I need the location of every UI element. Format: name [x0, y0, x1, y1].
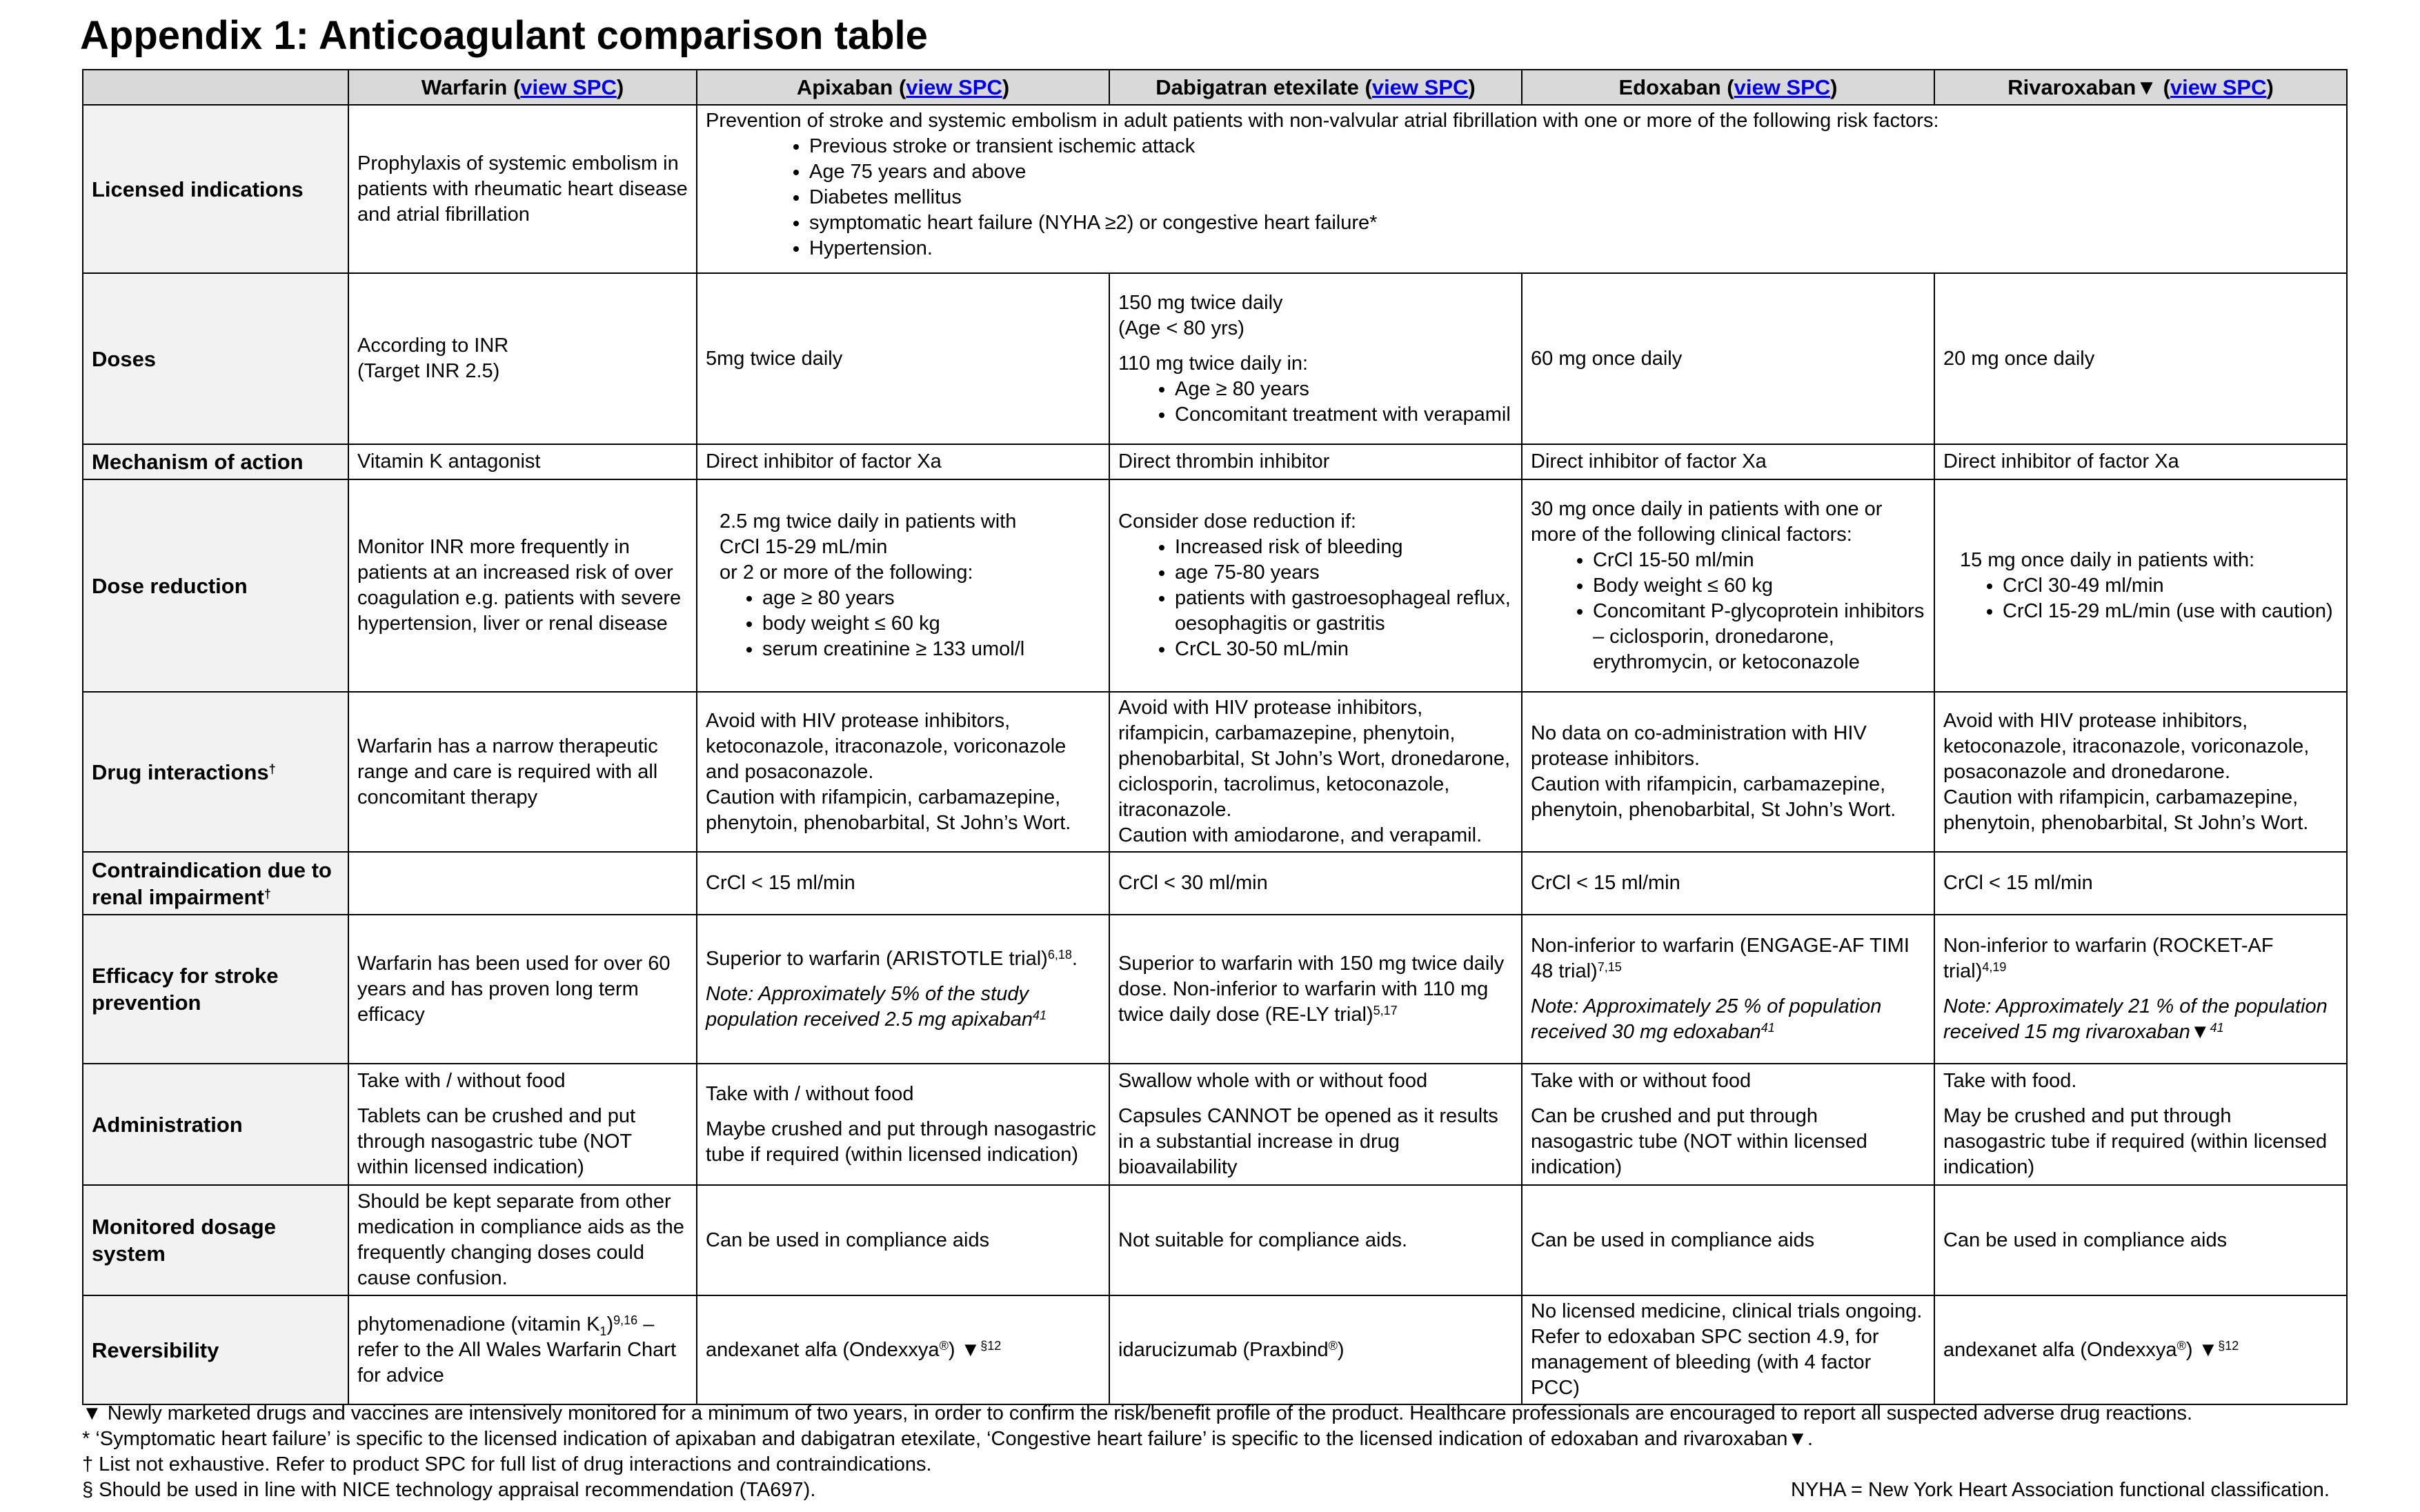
text-line: (Target INR 2.5) [357, 360, 500, 382]
list-item: • Body weight ≤ 60 kg [1593, 573, 1925, 599]
cell-rivaroxaban [1934, 1295, 2347, 1404]
row-label: Mechanism of action [83, 444, 348, 479]
cell-edoxaban: Can be used in compliance aids [1522, 1185, 1934, 1295]
text-line: 15 mg once daily in patients with: [1960, 548, 2255, 571]
agent-text: ) ▼ [2185, 1338, 2219, 1361]
cell-apixaban: CrCl < 15 ml/min [697, 852, 1109, 915]
text-line: Caution with rifampicin, carbamazepine, phenytoin, phenobarbital, St John’s Wort. [1531, 773, 1896, 821]
trial-text: Superior to warfarin (ARISTOTLE trial) [706, 947, 1048, 970]
note-text: Note: Approximately 5% of the study population received 2.5 mg apixaban [706, 982, 1033, 1031]
cell-doac-indications [697, 105, 2347, 273]
footnote-last-row [82, 1478, 2346, 1503]
reference-mark: 6,18 [1047, 947, 1072, 962]
text-line: Caution with amiodarone, and verapamil. [1118, 824, 1482, 846]
list-item: • CrCL 30-50 mL/min [1175, 637, 1513, 662]
reduction-criteria-list [720, 586, 1100, 662]
agent-text: andexanet alfa (Ondexxya [1943, 1338, 2177, 1361]
dagger-mark: † [268, 762, 276, 776]
list-item: • Diabetes mellitus [809, 185, 2338, 210]
row-monitored-dosage-system [83, 1185, 2347, 1295]
efficacy-text [706, 946, 1100, 972]
note-text: Note: Approximately 21 % of the population received 15 mg rivaroxaban▼ [1943, 995, 2328, 1043]
reduction-criteria-list [1118, 535, 1513, 662]
cell-dabigatran [1109, 479, 1522, 692]
cell-apixaban [697, 1064, 1109, 1185]
cell-edoxaban: Direct inhibitor of factor Xa [1522, 444, 1934, 479]
cell-dabigatran [1109, 1295, 1522, 1404]
text-line: 2.5 mg twice daily in patients with [720, 510, 1017, 533]
text-line: Take with / without food [706, 1082, 914, 1105]
cell-apixaban [697, 692, 1109, 852]
text-line: Take with / without food [357, 1070, 566, 1092]
footnote-nyha: NYHA = New York Heart Association functional classification. [1791, 1479, 2330, 1501]
cell-dabigatran: Direct thrombin inhibitor [1109, 444, 1522, 479]
dagger-mark: † [264, 886, 271, 901]
cell-warfarin [348, 852, 697, 915]
cell-apixaban [697, 479, 1109, 692]
risk-factor-list [706, 134, 2338, 261]
agent-text: ) [1337, 1338, 1345, 1361]
footnote-dagger: † List not exhaustive. Refer to product SPC for full list of drug interactions and contraindications. [82, 1453, 932, 1475]
column-header-apixaban: Apixaban (view SPC) [697, 70, 1109, 105]
row-doses [83, 273, 2347, 444]
text-line: Take with or without food [1531, 1070, 1752, 1092]
punctuation: . [1071, 947, 1078, 970]
column-header-dabigatran: Dabigatran etexilate (view SPC) [1109, 70, 1522, 105]
row-contraindication [83, 852, 2347, 915]
text-line: May be crushed and put through nasogastric tube if required (within licensed indication) [1943, 1105, 2328, 1178]
reduction-criteria-list [1531, 548, 1925, 675]
efficacy-text [1943, 933, 2338, 984]
row-label: Monitored dosage system [83, 1185, 348, 1295]
row-reversibility [83, 1295, 2347, 1404]
list-item: • Previous stroke or transient ischemic attack [809, 134, 2338, 159]
cell-warfarin: Prophylaxis of systemic embolism in patients with rheumatic heart disease and atrial fibrillation [348, 105, 697, 273]
cell-dabigatran [1109, 915, 1522, 1064]
text-line: Take with food. [1943, 1070, 2077, 1092]
drug-name: Edoxaban [1618, 74, 1721, 99]
cell-apixaban: Can be used in compliance aids [697, 1185, 1109, 1295]
cell-warfarin [348, 1295, 697, 1404]
text-line: Avoid with HIV protease inhibitors, ketoconazole, itraconazole, voriconazole and posaconazole. [706, 709, 1067, 783]
cell-edoxaban: No licensed medicine, clinical trials ongoing. Refer to edoxaban SPC section 4.9, for management of bleeding (with 4 factor PCC) [1522, 1295, 1934, 1404]
cell-apixaban: Direct inhibitor of factor Xa [697, 444, 1109, 479]
cell-edoxaban [1522, 692, 1934, 852]
text-line: According to INR [357, 335, 509, 357]
cell-dabigatran [1109, 692, 1522, 852]
row-licensed-indications [83, 105, 2347, 273]
registered-mark: ® [939, 1338, 949, 1353]
text-line: or 2 or more of the following: [720, 561, 973, 584]
view-spc-link-dabigatran[interactable]: view SPC [1371, 74, 1469, 99]
efficacy-text [1531, 933, 1925, 984]
reference-mark: 7,15 [1597, 960, 1622, 974]
comparison-table [82, 69, 2348, 1405]
text-line: (Age < 80 yrs) [1118, 317, 1244, 339]
text-line: Avoid with HIV protease inhibitors, rifampicin, carbamazepine, phenytoin, phenobarbital, St John’s Wort, dronedarone, ciclosporin, tacrolimus, ketoconazole, itraconazole. [1118, 697, 1511, 821]
column-header-warfarin: Warfarin (view SPC) [348, 70, 697, 105]
list-item: • Concomitant treatment with verapamil [1175, 402, 1513, 428]
indications-intro: Prevention of stroke and systemic embolism in adult patients with non-valvular atrial fibrillation with one or more of the following risk factors: [706, 110, 1939, 132]
cell-dabigatran: Not suitable for compliance aids. [1109, 1185, 1522, 1295]
list-item: • serum creatinine ≥ 133 umol/l [762, 637, 1100, 662]
cell-rivaroxaban: Direct inhibitor of factor Xa [1934, 444, 2347, 479]
page-title: Appendix 1: Anticoagulant comparison table [80, 13, 928, 58]
cell-edoxaban [1522, 479, 1934, 692]
agent-text: andexanet alfa (Ondexxya [706, 1338, 940, 1361]
cell-warfarin [348, 273, 697, 444]
list-item: • Age ≥ 80 years [1175, 377, 1513, 402]
drug-name: Rivaroxaban▼ [2007, 74, 2157, 99]
reduction-criteria-list [1960, 573, 2338, 624]
cell-warfarin: Vitamin K antagonist [348, 444, 697, 479]
cell-rivaroxaban: CrCl < 15 ml/min [1934, 852, 2347, 915]
text-line: 110 mg twice daily in: [1118, 352, 1309, 375]
list-item: • body weight ≤ 60 kg [762, 611, 1100, 637]
list-item: • Increased risk of bleeding [1175, 535, 1513, 560]
cell-warfarin: Warfarin has been used for over 60 years and has proven long term efficacy [348, 915, 697, 1064]
text-line: Consider dose reduction if: [1118, 510, 1356, 533]
view-spc-link-apixaban[interactable]: view SPC [906, 74, 1002, 99]
cell-rivaroxaban: Can be used in compliance aids [1934, 1185, 2347, 1295]
row-label: Administration [83, 1064, 348, 1185]
text-line: 150 mg twice daily [1118, 291, 1283, 314]
row-label: Dose reduction [83, 479, 348, 692]
cell-dabigatran [1109, 273, 1522, 444]
reference-mark: 41 [1761, 1021, 1775, 1035]
agent-text: ) ▼ [948, 1338, 981, 1361]
cell-warfarin [348, 1064, 697, 1185]
trial-text: Superior to warfarin with 150 mg twice daily dose. Non-inferior to warfarin with 110 mg twice daily dose (RE-LY trial) [1118, 952, 1505, 1026]
reference-mark: 41 [2210, 1021, 2224, 1035]
cell-warfarin: Monitor INR more frequently in patients at an increased risk of over coagulation e.g. patients with severe hypertension, liver or renal disease [348, 479, 697, 692]
column-header-rivaroxaban: Rivaroxaban▼ (view SPC) [1934, 70, 2347, 105]
row-administration [83, 1064, 2347, 1185]
footnote-black-triangle: ▼ Newly marketed drugs and vaccines are intensively monitored for a minimum of two years, in order to confirm the risk/benefit profile of the product. Healthcare professionals are encouraged to report all suspected adverse drug reactions. [82, 1402, 2193, 1424]
text-line: 30 mg once daily in patients with one or more of the following clinical factors: [1531, 497, 1883, 546]
cell-warfarin: Should be kept separate from other medication in compliance aids as the frequently changing doses could cause confusion. [348, 1185, 697, 1295]
text-line: Maybe crushed and put through nasogastric tube if required (within licensed indication) [706, 1117, 1096, 1166]
row-efficacy [83, 915, 2347, 1064]
list-item: • age 75-80 years [1175, 560, 1513, 586]
registered-mark: ® [2176, 1338, 2186, 1353]
header-row [83, 70, 2347, 105]
list-item: • patients with gastroesophageal reflux, oesophagitis or gastritis [1175, 586, 1513, 637]
reference-mark: 9,16 [613, 1313, 638, 1327]
text-line: CrCl 15-29 mL/min [720, 536, 888, 558]
subscript: 1 [599, 1324, 607, 1338]
agent-text: – refer to the All Wales Warfarin Chart for advice [357, 1313, 677, 1386]
registered-mark: ® [1328, 1338, 1338, 1353]
row-label: Licensed indications [83, 105, 348, 273]
cell-dabigatran [1109, 1064, 1522, 1185]
footnote-asterisk: * ‘Symptomatic heart failure’ is specific to the licensed indication of apixaban and dabigatran etexilate, ‘Congestive heart failure’ is specific to the licensed indication of edoxaban and rivaroxaban▼. [82, 1428, 1814, 1450]
row-label [83, 692, 348, 852]
agent-text: ) [606, 1313, 614, 1335]
agent-text: phytomenadione (vitamin K [357, 1313, 600, 1335]
trial-text: Non-inferior to warfarin (ROCKET-AF trial) [1943, 935, 2274, 982]
cell-apixaban [697, 1295, 1109, 1404]
list-item: • Age 75 years and above [809, 159, 2338, 185]
header-corner [83, 70, 348, 105]
row-label: Doses [83, 273, 348, 444]
row-drug-interactions [83, 692, 2347, 852]
reference-mark: 5,17 [1373, 1003, 1398, 1017]
cell-rivaroxaban [1934, 479, 2347, 692]
text-line: Swallow whole with or without food [1118, 1070, 1428, 1092]
cell-warfarin: Warfarin has a narrow therapeutic range and care is required with all concomitant therapy [348, 692, 697, 852]
trial-text: Non-inferior to warfarin (ENGAGE-AF TIMI 48 trial) [1531, 935, 1910, 982]
list-item: • symptomatic heart failure (NYHA ≥2) or congestive heart failure* [809, 210, 2338, 236]
text-line: Tablets can be crushed and put through nasogastric tube (NOT within licensed indication) [357, 1105, 636, 1178]
footnote-section: § Should be used in line with NICE technology appraisal recommendation (TA697). [82, 1479, 816, 1501]
row-label [83, 852, 348, 915]
row-label: Efficacy for stroke prevention [83, 915, 348, 1064]
list-item: • CrCl 15-50 ml/min [1593, 548, 1925, 573]
cell-rivaroxaban: 20 mg once daily [1934, 273, 2347, 444]
efficacy-note [1531, 994, 1925, 1045]
reference-mark: §12 [2218, 1338, 2239, 1353]
drug-name: Dabigatran etexilate [1156, 74, 1359, 99]
cell-rivaroxaban [1934, 1064, 2347, 1185]
cell-edoxaban [1522, 1064, 1934, 1185]
reference-mark: §12 [980, 1338, 1002, 1353]
cell-apixaban: 5mg twice daily [697, 273, 1109, 444]
row-label: Reversibility [83, 1295, 348, 1404]
text-line: Caution with rifampicin, carbamazepine, phenytoin, phenobarbital, St John’s Wort. [1943, 786, 2309, 834]
list-item: • Hypertension. [809, 236, 2338, 261]
row-label-text: Drug interactions [92, 759, 269, 784]
list-item: • CrCl 30-49 ml/min [2003, 573, 2338, 599]
view-spc-link-warfarin[interactable]: view SPC [520, 74, 617, 99]
cell-apixaban [697, 915, 1109, 1064]
drug-name: Warfarin [421, 74, 508, 99]
list-item: • age ≥ 80 years [762, 586, 1100, 611]
row-dose-reduction [83, 479, 2347, 692]
list-item: • CrCl 15-29 mL/min (use with caution) [2003, 599, 2338, 624]
cell-edoxaban: 60 mg once daily [1522, 273, 1934, 444]
cell-rivaroxaban [1934, 915, 2347, 1064]
column-header-edoxaban: Edoxaban (view SPC) [1522, 70, 1934, 105]
efficacy-note [1943, 994, 2338, 1045]
agent-text: idarucizumab (Praxbind [1118, 1338, 1329, 1361]
efficacy-note [706, 982, 1100, 1033]
footnotes [82, 1401, 2346, 1503]
view-spc-link-rivaroxaban[interactable]: view SPC [2170, 74, 2267, 99]
dose-criteria-list [1118, 377, 1513, 428]
text-line: Caution with rifampicin, carbamazepine, phenytoin, phenobarbital, St John’s Wort. [706, 786, 1071, 834]
cell-edoxaban [1522, 915, 1934, 1064]
note-text: Note: Approximately 25 % of population received 30 mg edoxaban [1531, 995, 1882, 1043]
text-line: Can be crushed and put through nasogastric tube (NOT within licensed indication) [1531, 1105, 1867, 1178]
cell-rivaroxaban [1934, 692, 2347, 852]
reference-mark: 41 [1033, 1008, 1047, 1022]
view-spc-link-edoxaban[interactable]: view SPC [1734, 74, 1831, 99]
cell-edoxaban: CrCl < 15 ml/min [1522, 852, 1934, 915]
reference-mark: 4,19 [1982, 960, 2007, 974]
list-item: • Concomitant P-glycoprotein inhibitors – ciclosporin, dronedarone, erythromycin, or ketoconazole [1593, 599, 1925, 675]
text-line: Capsules CANNOT be opened as it results in a substantial increase in drug bioavailability [1118, 1105, 1498, 1178]
text-line: No data on co-administration with HIV protease inhibitors. [1531, 722, 1867, 770]
row-mechanism [83, 444, 2347, 479]
row-label-text: Contraindication due to renal impairment [92, 857, 332, 909]
drug-name: Apixaban [796, 74, 893, 99]
text-line: Avoid with HIV protease inhibitors, ketoconazole, itraconazole, voriconazole, posaconazole and dronedarone. [1943, 709, 2310, 783]
cell-dabigatran: CrCl < 30 ml/min [1109, 852, 1522, 915]
